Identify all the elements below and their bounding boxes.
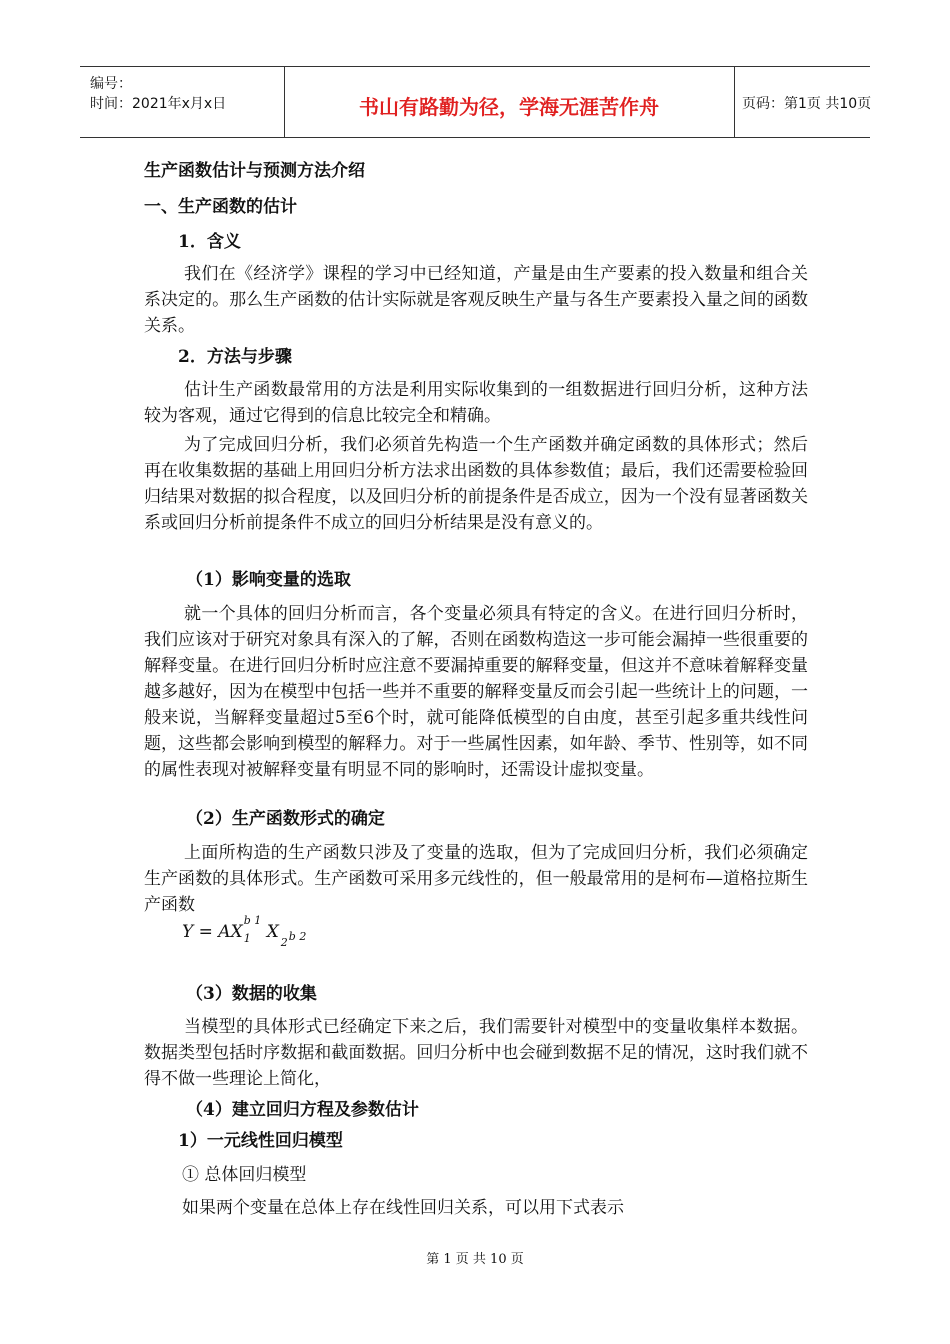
paragraph: 上面所构造的生产函数只涉及了变量的选取，但为了完成回归分析，我们必须确定生产函数的具体形式。生产函数可采用多元线性的，但一般最常用的是柯布—道格拉斯生产函数 <box>144 843 808 915</box>
date-label: 时间：2021年x月x日 <box>90 96 227 112</box>
paragraph: 估计生产函数最常用的方法是利用实际收集到的一组数据进行回归分析，这种方法较为客观，通过它得到的信息比较完全和精确。 <box>144 380 808 426</box>
step-heading: （2）生产函数形式的确定 <box>186 809 385 829</box>
formula-x2-subscript: 2 <box>280 936 288 949</box>
paragraph: 当模型的具体形式已经确定下来之后，我们需要针对模型中的变量收集样本数据。数据类型包括时序数据和截面数据。回归分析中也会碰到数据不足的情况，这时我们就不得不做一些理论上简化， <box>144 1017 808 1089</box>
number-label: 编号： <box>90 76 132 92</box>
page-info: 页码：第1页 共10页 <box>742 96 872 112</box>
paragraph: 如果两个变量在总体上存在线性回归关系，可以用下式表示 <box>182 1198 624 1218</box>
formula-lhs: Y <box>182 922 194 942</box>
formula-x2-exponent: b 2 <box>288 930 307 943</box>
paragraph: 就一个具体的回归分析而言，各个变量必须具有特定的含义。在进行回归分析时，我们应该对于研究对象具有深入的了解，否则在函数构造这一步可能会漏掉一些很重要的解释变量。在进行回归分析时应注意不要漏掉重要的解释变量，但这并不意味着解释变量越多越好，因为在模型中包括一些并不重要的解释变量反而会引起一些统计上的问题，一般来说，当解释变量超过5至6个时，就可能降低模型的自由度，甚至引起多重共线性问题，这些都会影响到模型的解释力。对于一些属性因素，如年龄、季节、性别等，如不同的属性表现对被解释变量有明显不同的影响时，还需设计虚拟变量。 <box>144 604 808 780</box>
subsection-heading: 1．含义 <box>178 232 241 252</box>
model-heading: 1）一元线性回归模型 <box>178 1131 343 1151</box>
cobb-douglas-formula <box>182 914 309 949</box>
paragraph: 我们在《经济学》课程的学习中已经知道，产量是由生产要素的投入数量和组合关系决定的。那么生产函数的估计实际就是客观反映生产量与各生产要素投入量之间的函数关系。 <box>144 264 808 336</box>
formula-x1: X <box>230 922 243 942</box>
formula-x1-subscript: 1 <box>243 932 251 945</box>
formula-a: A <box>218 922 231 942</box>
header-motto-cell <box>284 67 735 137</box>
step-heading: （1）影响变量的选取 <box>186 570 351 590</box>
document-title: 生产函数估计与预测方法介绍 <box>144 161 365 181</box>
step-heading: （4）建立回归方程及参数估计 <box>186 1100 419 1120</box>
formula-x2: X <box>266 922 279 942</box>
header-page-cell <box>734 67 870 137</box>
section-heading: 一、生产函数的估计 <box>144 197 297 217</box>
header-meta-cell <box>80 67 285 137</box>
page-footer: 第 1 页 共 10 页 <box>426 1252 524 1267</box>
formula-equals: = <box>193 922 219 942</box>
step-heading: （3）数据的收集 <box>186 984 317 1004</box>
motto-text: 书山有路勤为径，学海无涯苦作舟 <box>359 95 659 119</box>
subsection-heading: 2．方法与步骤 <box>178 347 292 367</box>
page-header <box>80 66 870 138</box>
formula-x1-exponent: b 1 <box>243 914 262 927</box>
paragraph: 为了完成回归分析，我们必须首先构造一个生产函数并确定函数的具体形式；然后再在收集数据的基础上用回归分析方法求出函数的具体参数值；最后，我们还需要检验回归结果对数据的拟合程度，以及回归分析的前提条件是否成立，因为一个没有显著函数关系或回归分析前提条件不成立的回归分析结果是没有意义的。 <box>144 435 808 533</box>
list-item: ① 总体回归模型 <box>182 1165 307 1185</box>
